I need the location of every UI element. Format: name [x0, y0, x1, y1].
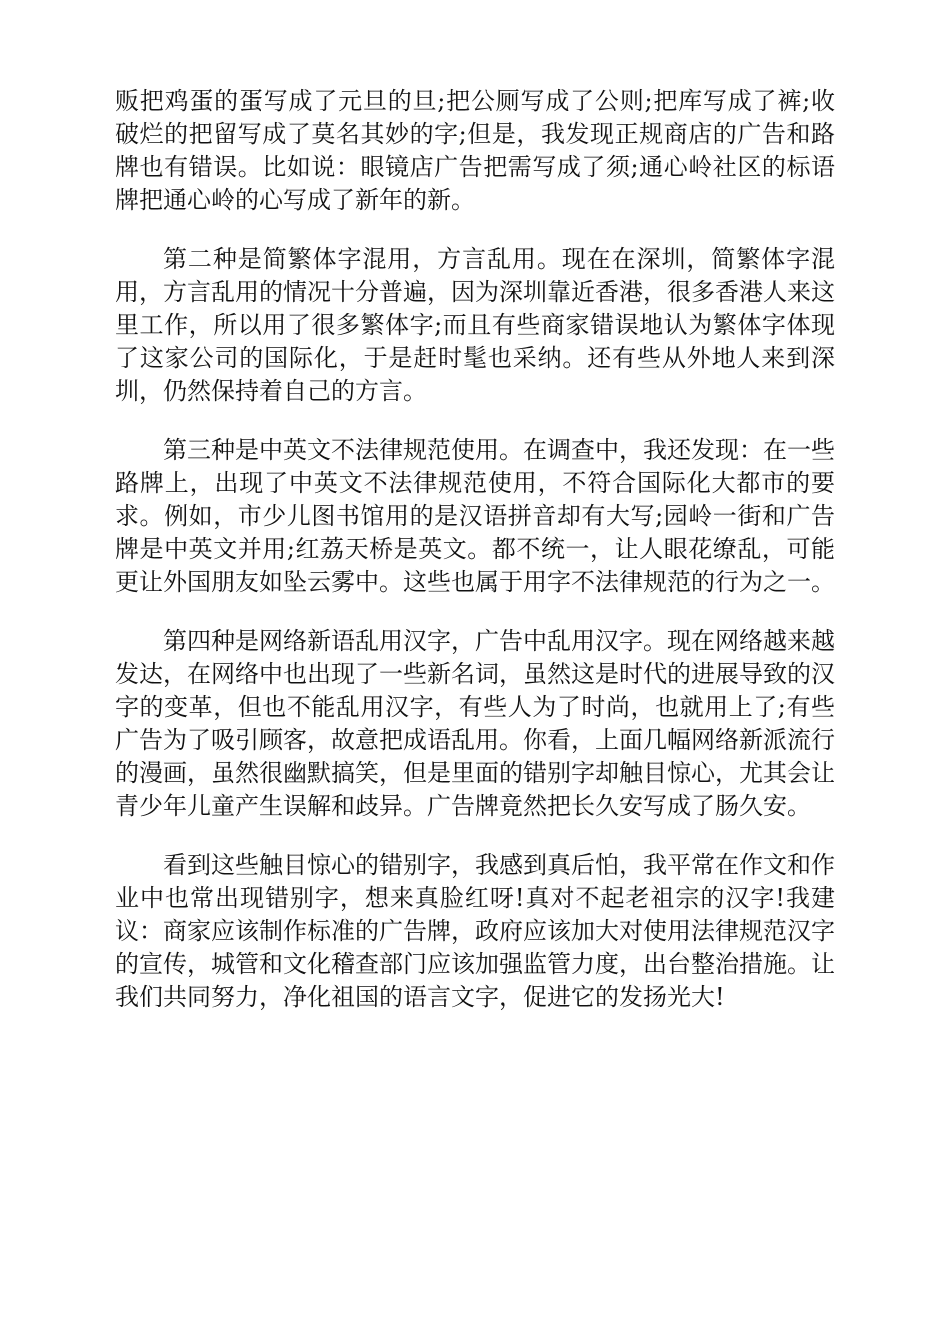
paragraph-third-type: 第三种是中英文不法律规范使用。在调查中，我还发现：在一些路牌上，出现了中英文不法律规范使用，不符合国际化大都市的要求。例如，市少儿图书馆用的是汉语拼音却有大写;园岭一街和广告牌是中英文并用;红荔天桥是英文。都不统一，让人眼花缭乱，可能更让外国朋友如坠云雾中。这些也属于用字不法律规范的行为之一。 — [115, 436, 835, 596]
paragraph-conclusion: 看到这些触目惊心的错别字，我感到真后怕，我平常在作文和作业中也常出现错别字，想来真脸红呀!真对不起老祖宗的汉字!我建议：商家应该制作标准的广告牌，政府应该加大对使用法律规范汉字的宣传，城管和文化稽查部门应该加强监管力度，出台整治措施。让我们共同努力，净化祖国的语言文字，促进它的发扬光大! — [115, 851, 835, 1011]
document-page — [115, 85, 835, 1040]
paragraph-second-type: 第二种是简繁体字混用，方言乱用。现在在深圳，简繁体字混用，方言乱用的情况十分普遍，因为深圳靠近香港，很多香港人来这里工作，所以用了很多繁体字;而且有些商家错误地认为繁体字体现了这家公司的国际化，于是赶时髦也采纳。还有些从外地人来到深圳，仍然保持着自己的方言。 — [115, 245, 835, 405]
paragraph-continuation: 贩把鸡蛋的蛋写成了元旦的旦;把公厕写成了公则;把库写成了裤;收破烂的把留写成了莫名其妙的字;但是，我发现正规商店的广告和路牌也有错误。比如说：眼镜店广告把需写成了须;通心岭社区的标语牌把通心岭的心写成了新年的新。 — [115, 87, 835, 214]
paragraph-fourth-type: 第四种是网络新语乱用汉字，广告中乱用汉字。现在网络越来越发达，在网络中也出现了一些新名词，虽然这是时代的进展导致的汉字的变革，但也不能乱用汉字，有些人为了时尚，也就用上了;有些广告为了吸引顾客，故意把成语乱用。你看，上面几幅网络新派流行的漫画，虽然很幽默搞笑，但是里面的错别字却触目惊心，尤其会让青少年儿童产生误解和歧异。广告牌竟然把长久安写成了肠久安。 — [115, 627, 835, 820]
